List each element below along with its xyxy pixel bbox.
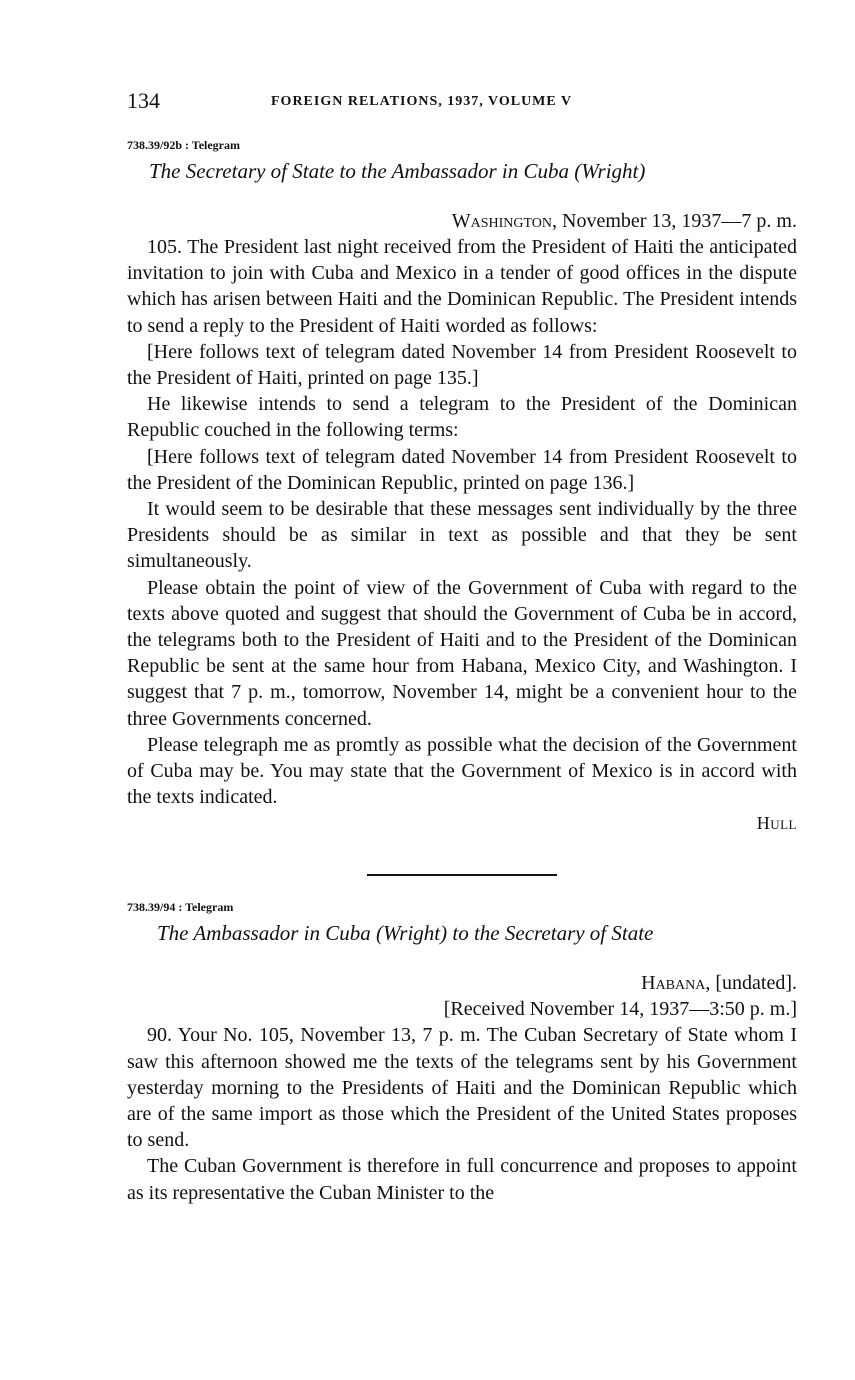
- doc1-paragraph: Please obtain the point of view of the Government of Cuba with regard to the texts above quoted and suggest that should the Government of Cuba be in accord, the telegrams both to the President of Haiti and to the President of the Dominican Republic be sent at the same hour from Habana, Mexico City, and Washington. I suggest that 7 p. m., tomorrow, November 14, might be a convenient hour to the three Governments concerned.: [127, 576, 797, 730]
- doc1-paragraph: It would seem to be desirable that these messages sent individually by the three Presidents should be as similar in text as possible and that they be sent simultaneously.: [127, 498, 797, 573]
- doc2-dateline: [127, 970, 797, 996]
- doc1-title: The Secretary of State to the Ambassador in Cuba (Wright): [149, 159, 646, 183]
- running-head: FOREIGN RELATIONS, 1937, VOLUME V: [271, 94, 573, 109]
- doc1-paragraph: He likewise intends to send a telegram to the President of the Dominican Republic couched in the following terms:: [127, 393, 797, 442]
- doc1-paragraph: Please telegraph me as promtly as possible what the decision of the Government of Cuba may be. You may state that the Government of Mexico is in accord with the texts indicated.: [127, 733, 797, 809]
- doc2-place: Habana: [641, 972, 706, 995]
- doc1-dateline: [127, 208, 797, 234]
- doc2-file-id: 738.39/94 : Telegram: [127, 900, 234, 915]
- document-page: [127, 88, 797, 1206]
- doc2-date: , [undated].: [705, 972, 797, 995]
- page-header: [127, 88, 797, 122]
- doc1-file-id: 738.39/92b : Telegram: [127, 138, 240, 152]
- doc2-paragraph: The Cuban Government is therefore in full concurrence and proposes to appoint as its representative the Cuban Minister to the: [127, 1155, 797, 1204]
- doc1-paragraph: 105. The President last night received from the President of Haiti the anticipated invitation to join with Cuba and Mexico in a tender of good offices in the dispute which has arisen between Haiti and the Dominican Republic. The President intends to send a reply to the President of Haiti worded as follows:: [127, 236, 797, 337]
- doc2-title: The Ambassador in Cuba (Wright) to the Secretary of State: [157, 921, 654, 946]
- doc1-date: , November 13, 1937—7 p. m.: [552, 210, 797, 232]
- doc2-received: [Received November 14, 1937—3:50 p. m.]: [443, 998, 797, 1021]
- section-divider: [367, 874, 557, 876]
- page-number: 134: [127, 88, 160, 113]
- doc1-editor-note: [Here follows text of telegram dated November 14 from President Roosevelt to the President of Haiti, printed on page 135.]: [127, 340, 797, 390]
- doc1-place: Washington: [451, 210, 553, 232]
- doc1-signature: Hull: [756, 813, 797, 834]
- doc1-editor-note: [Here follows text of telegram dated November 14 from President Roosevelt to the President of the Dominican Republic, printed on page 136.]: [127, 445, 797, 494]
- doc2-paragraph: 90. Your No. 105, November 13, 7 p. m. The Cuban Secretary of State whom I saw this afternoon showed me the texts of the telegrams sent by his Government yesterday morning to the Presidents of Haiti and the Dominican Republic which are of the same import as those which the President of the United States proposes to send.: [127, 1024, 797, 1152]
